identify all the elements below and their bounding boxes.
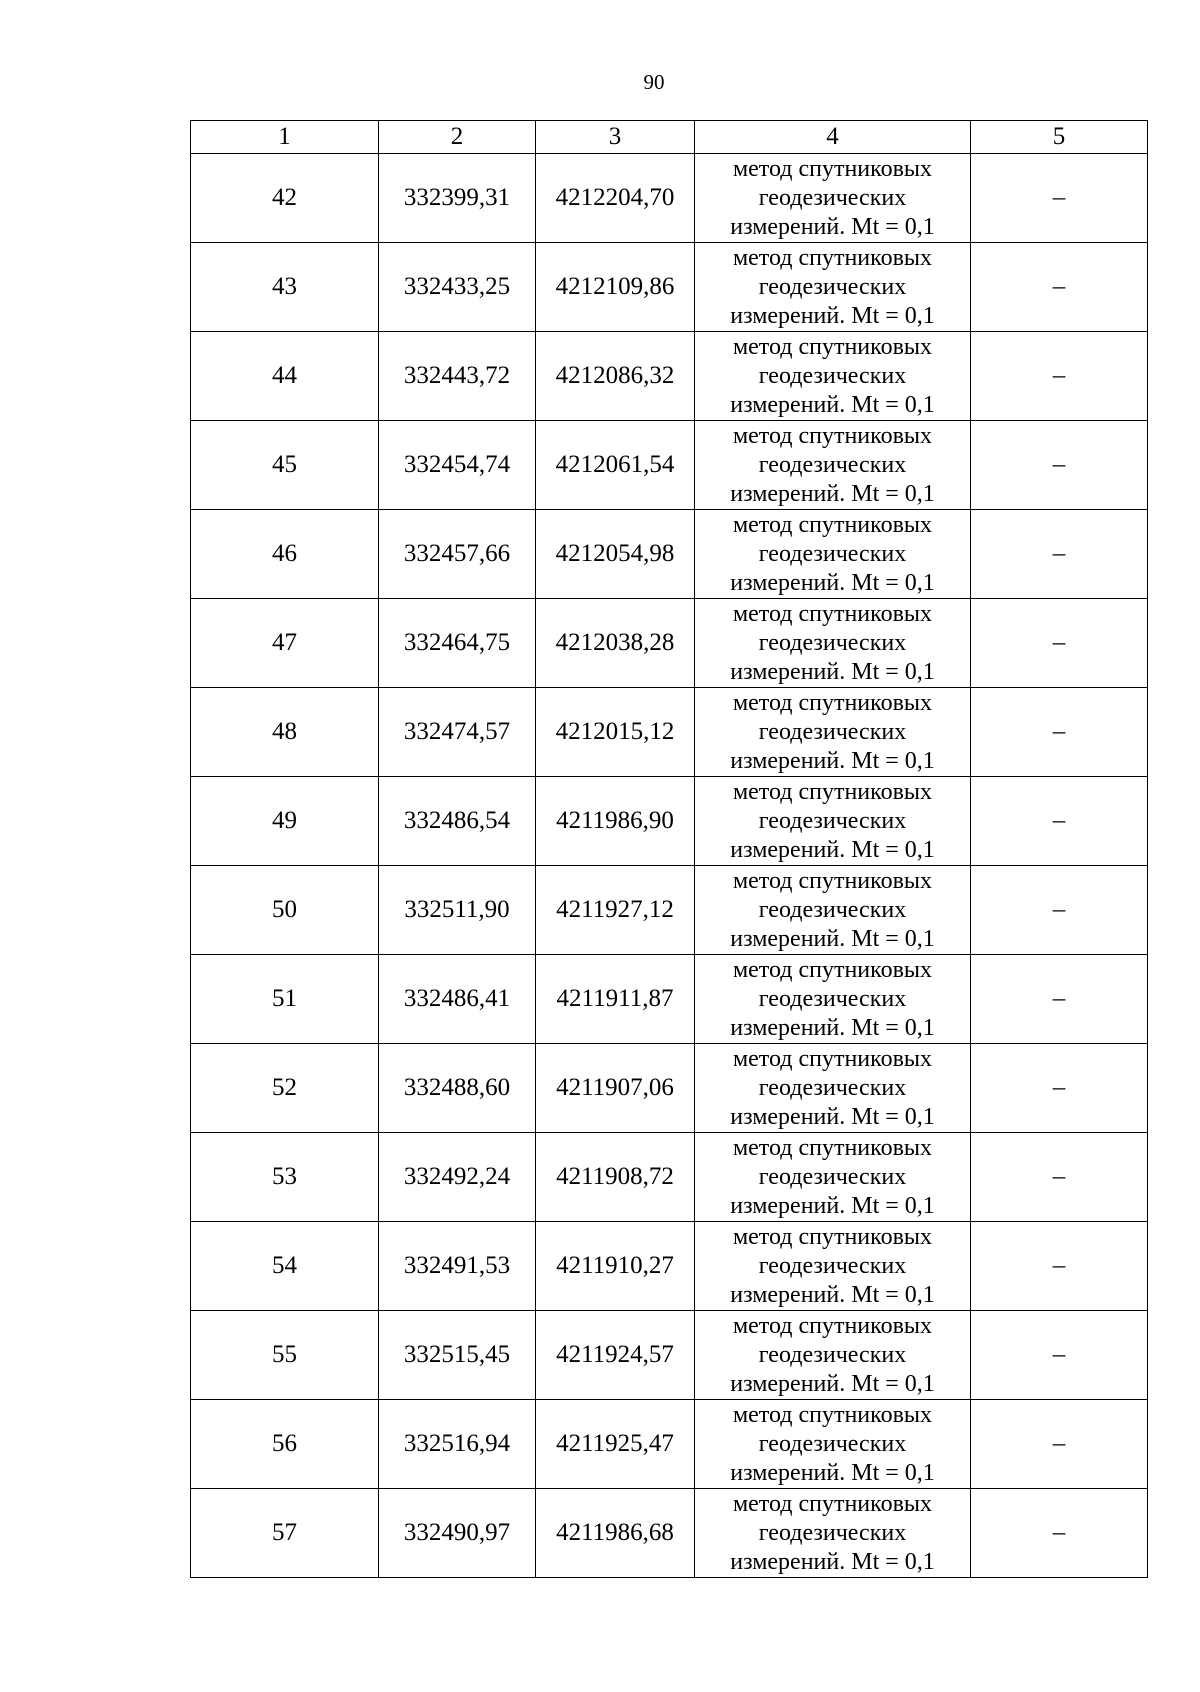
x-coordinate-cell: 332486,41 xyxy=(379,955,536,1044)
method-cell xyxy=(695,1222,971,1311)
y-coordinate-cell: 4212054,98 xyxy=(536,510,695,599)
method-line: измерений. Mt = 0,1 xyxy=(730,1548,935,1575)
point-number-cell: 45 xyxy=(191,421,379,510)
table-row xyxy=(191,1400,1148,1489)
header-row xyxy=(191,121,1148,154)
col5-cell: – xyxy=(971,332,1148,421)
method-line: геодезических xyxy=(758,718,907,745)
method-line: метод спутниковых xyxy=(732,1134,933,1161)
y-coordinate-cell: 4212038,28 xyxy=(536,599,695,688)
table-row xyxy=(191,1489,1148,1578)
col5-cell: – xyxy=(971,510,1148,599)
point-number-cell: 44 xyxy=(191,332,379,421)
y-coordinate-cell: 4212015,12 xyxy=(536,688,695,777)
method-line: измерений. Mt = 0,1 xyxy=(730,1103,935,1130)
method-line: измерений. Mt = 0,1 xyxy=(730,658,935,685)
method-line: измерений. Mt = 0,1 xyxy=(730,391,935,418)
col5-cell: – xyxy=(971,1044,1148,1133)
method-cell xyxy=(695,154,971,243)
method-line: измерений. Mt = 0,1 xyxy=(730,1014,935,1041)
table-row xyxy=(191,154,1148,243)
method-line: метод спутниковых xyxy=(732,1401,933,1428)
col5-cell: – xyxy=(971,777,1148,866)
method-line: измерений. Mt = 0,1 xyxy=(730,836,935,863)
point-number-cell: 46 xyxy=(191,510,379,599)
y-coordinate-cell: 4211911,87 xyxy=(536,955,695,1044)
table-row xyxy=(191,955,1148,1044)
method-line: геодезических xyxy=(758,1341,907,1368)
header-col-1: 1 xyxy=(191,121,379,154)
y-coordinate-cell: 4211907,06 xyxy=(536,1044,695,1133)
header-col-4: 4 xyxy=(695,121,971,154)
method-line: метод спутниковых xyxy=(732,333,933,360)
method-cell xyxy=(695,1311,971,1400)
method-line: измерений. Mt = 0,1 xyxy=(730,569,935,596)
method-line: геодезических xyxy=(758,985,907,1012)
method-line: геодезических xyxy=(758,540,907,567)
header-col-2: 2 xyxy=(379,121,536,154)
y-coordinate-cell: 4211927,12 xyxy=(536,866,695,955)
x-coordinate-cell: 332474,57 xyxy=(379,688,536,777)
method-cell xyxy=(695,1489,971,1578)
page-number: 90 xyxy=(643,70,665,94)
x-coordinate-cell: 332433,25 xyxy=(379,243,536,332)
y-coordinate-cell: 4211910,27 xyxy=(536,1222,695,1311)
table-row xyxy=(191,688,1148,777)
table-header xyxy=(191,121,1148,154)
method-cell xyxy=(695,777,971,866)
method-cell xyxy=(695,866,971,955)
point-number-cell: 53 xyxy=(191,1133,379,1222)
method-line: метод спутниковых xyxy=(732,1312,933,1339)
table-row xyxy=(191,421,1148,510)
col5-cell: – xyxy=(971,1222,1148,1311)
table-row xyxy=(191,243,1148,332)
method-line: метод спутниковых xyxy=(732,867,933,894)
point-number-cell: 56 xyxy=(191,1400,379,1489)
point-number-cell: 54 xyxy=(191,1222,379,1311)
col5-cell: – xyxy=(971,243,1148,332)
method-line: метод спутниковых xyxy=(732,422,933,449)
col5-cell: – xyxy=(971,421,1148,510)
header-col-3: 3 xyxy=(536,121,695,154)
y-coordinate-cell: 4212109,86 xyxy=(536,243,695,332)
method-cell xyxy=(695,1044,971,1133)
col5-cell: – xyxy=(971,866,1148,955)
y-coordinate-cell: 4212204,70 xyxy=(536,154,695,243)
method-line: геодезических xyxy=(758,1252,907,1279)
y-coordinate-cell: 4211986,90 xyxy=(536,777,695,866)
header-col-5: 5 xyxy=(971,121,1148,154)
x-coordinate-cell: 332491,53 xyxy=(379,1222,536,1311)
method-line: геодезических xyxy=(758,273,907,300)
method-line: геодезических xyxy=(758,1163,907,1190)
table-row xyxy=(191,599,1148,688)
method-line: метод спутниковых xyxy=(732,778,933,805)
table-row xyxy=(191,777,1148,866)
point-number-cell: 51 xyxy=(191,955,379,1044)
method-line: геодезических xyxy=(758,629,907,656)
x-coordinate-cell: 332516,94 xyxy=(379,1400,536,1489)
method-line: метод спутниковых xyxy=(732,244,933,271)
table-row xyxy=(191,1044,1148,1133)
x-coordinate-cell: 332511,90 xyxy=(379,866,536,955)
method-cell xyxy=(695,421,971,510)
method-cell xyxy=(695,332,971,421)
x-coordinate-cell: 332399,31 xyxy=(379,154,536,243)
method-line: метод спутниковых xyxy=(732,1490,933,1517)
y-coordinate-cell: 4211925,47 xyxy=(536,1400,695,1489)
method-line: геодезических xyxy=(758,807,907,834)
method-line: геодезических xyxy=(758,451,907,478)
x-coordinate-cell: 332443,72 xyxy=(379,332,536,421)
table-body xyxy=(191,154,1148,1578)
method-line: метод спутниковых xyxy=(732,155,933,182)
method-line: метод спутниковых xyxy=(732,689,933,716)
method-line: измерений. Mt = 0,1 xyxy=(730,480,935,507)
method-line: метод спутниковых xyxy=(732,1223,933,1250)
method-line: геодезических xyxy=(758,1074,907,1101)
col5-cell: – xyxy=(971,688,1148,777)
col5-cell: – xyxy=(971,955,1148,1044)
table-row xyxy=(191,1222,1148,1311)
point-number-cell: 50 xyxy=(191,866,379,955)
y-coordinate-cell: 4211908,72 xyxy=(536,1133,695,1222)
table-row xyxy=(191,1133,1148,1222)
x-coordinate-cell: 332464,75 xyxy=(379,599,536,688)
method-line: геодезических xyxy=(758,1519,907,1546)
table-row xyxy=(191,866,1148,955)
y-coordinate-cell: 4212086,32 xyxy=(536,332,695,421)
x-coordinate-cell: 332486,54 xyxy=(379,777,536,866)
col5-cell: – xyxy=(971,1311,1148,1400)
point-number-cell: 52 xyxy=(191,1044,379,1133)
col5-cell: – xyxy=(971,1489,1148,1578)
method-line: метод спутниковых xyxy=(732,1045,933,1072)
point-number-cell: 49 xyxy=(191,777,379,866)
method-line: измерений. Mt = 0,1 xyxy=(730,213,935,240)
method-cell xyxy=(695,955,971,1044)
method-line: метод спутниковых xyxy=(732,511,933,538)
point-number-cell: 43 xyxy=(191,243,379,332)
y-coordinate-cell: 4211986,68 xyxy=(536,1489,695,1578)
method-line: измерений. Mt = 0,1 xyxy=(730,1370,935,1397)
table-row xyxy=(191,1311,1148,1400)
col5-cell: – xyxy=(971,154,1148,243)
point-number-cell: 47 xyxy=(191,599,379,688)
method-line: измерений. Mt = 0,1 xyxy=(730,925,935,952)
x-coordinate-cell: 332515,45 xyxy=(379,1311,536,1400)
method-line: измерений. Mt = 0,1 xyxy=(730,747,935,774)
method-line: геодезических xyxy=(758,362,907,389)
method-line: геодезических xyxy=(758,896,907,923)
col5-cell: – xyxy=(971,599,1148,688)
x-coordinate-cell: 332454,74 xyxy=(379,421,536,510)
method-line: геодезических xyxy=(758,184,907,211)
method-line: метод спутниковых xyxy=(732,956,933,983)
x-coordinate-cell: 332457,66 xyxy=(379,510,536,599)
method-line: метод спутниковых xyxy=(732,600,933,627)
table-row xyxy=(191,510,1148,599)
point-number-cell: 42 xyxy=(191,154,379,243)
point-number-cell: 48 xyxy=(191,688,379,777)
method-line: измерений. Mt = 0,1 xyxy=(730,1281,935,1308)
method-cell xyxy=(695,1133,971,1222)
y-coordinate-cell: 4212061,54 xyxy=(536,421,695,510)
method-line: измерений. Mt = 0,1 xyxy=(730,1192,935,1219)
table-row xyxy=(191,332,1148,421)
method-line: геодезических xyxy=(758,1430,907,1457)
method-cell xyxy=(695,510,971,599)
method-line: измерений. Mt = 0,1 xyxy=(730,1459,935,1486)
coordinates-table xyxy=(190,120,1148,1578)
col5-cell: – xyxy=(971,1400,1148,1489)
method-cell xyxy=(695,599,971,688)
method-cell xyxy=(695,1400,971,1489)
col5-cell: – xyxy=(971,1133,1148,1222)
method-cell xyxy=(695,688,971,777)
x-coordinate-cell: 332492,24 xyxy=(379,1133,536,1222)
y-coordinate-cell: 4211924,57 xyxy=(536,1311,695,1400)
method-cell xyxy=(695,243,971,332)
x-coordinate-cell: 332490,97 xyxy=(379,1489,536,1578)
x-coordinate-cell: 332488,60 xyxy=(379,1044,536,1133)
method-line: измерений. Mt = 0,1 xyxy=(730,302,935,329)
point-number-cell: 55 xyxy=(191,1311,379,1400)
point-number-cell: 57 xyxy=(191,1489,379,1578)
